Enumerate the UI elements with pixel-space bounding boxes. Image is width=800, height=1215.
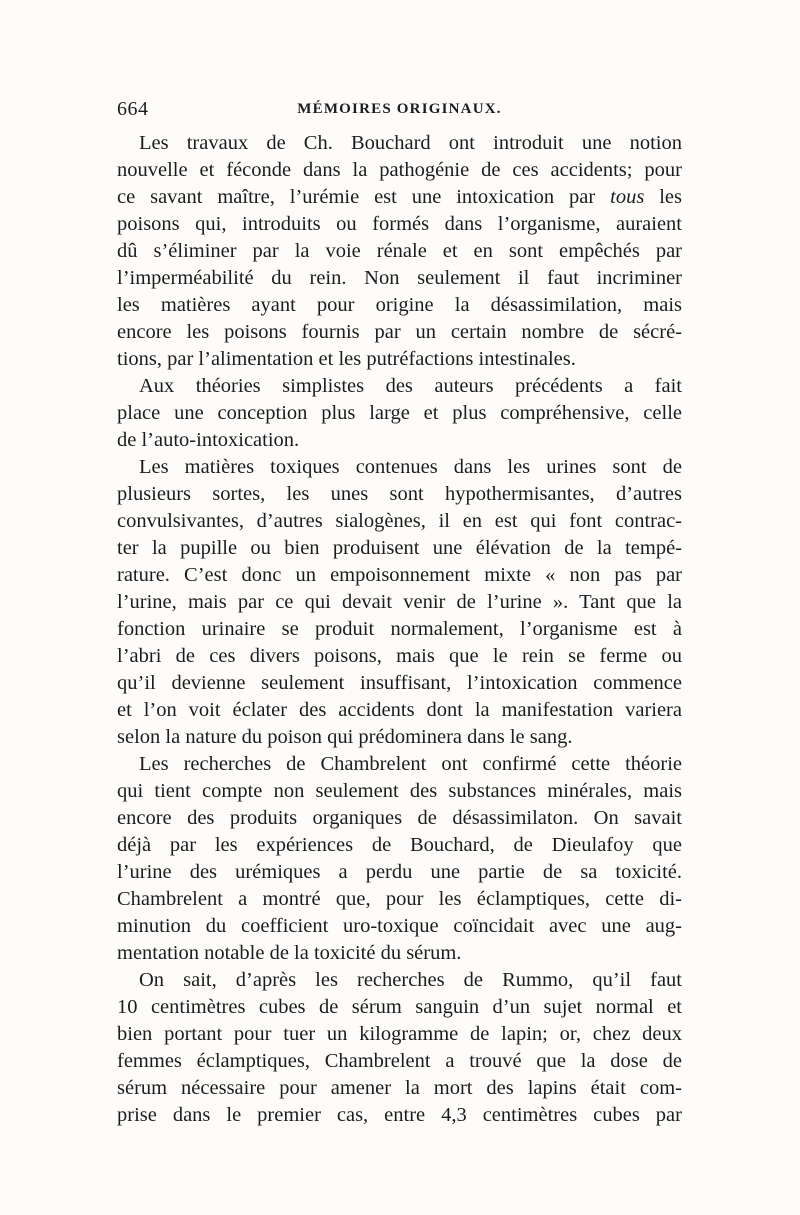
text-line: mentation notable de la toxicité du sérum. [117,942,462,964]
text-line: Aux théories simplistes des auteurs précédents a fait [139,375,682,397]
body-text [117,130,682,1129]
text-line: l’abri de ces divers poisons, mais que le rein se ferme ou [117,645,682,667]
text-line: place une conception plus large et plus compréhensive, celle [117,402,682,424]
text-line: Les travaux de Ch. Bouchard ont introduit une notion [139,132,682,154]
text-line: les matières ayant pour origine la désassimilation, mais [117,294,682,316]
text-line: convulsivantes, d’autres sialogènes, il en est qui font contrac- [117,510,682,532]
text-line: fonction urinaire se produit normalement, l’organisme est à [117,618,682,640]
text-line: encore les poisons fournis par un certain nombre de sécré- [117,321,682,343]
text-line: l’urine, mais par ce qui devait venir de l’urine ». Tant que la [117,591,682,613]
text-line: Les recherches de Chambrelent ont confirmé cette théorie [139,753,682,775]
text-line: encore des produits organiques de désassimilaton. On savait [117,807,682,829]
text-line: prise dans le premier cas, entre 4,3 centimètres cubes par [117,1104,682,1126]
text-line: ter la pupille ou bien produisent une élévation de la tempé- [117,537,682,559]
running-head [117,98,682,124]
text-line: 10 centimètres cubes de sérum sanguin d’un sujet normal et [117,996,682,1018]
text-line: tions, par l’alimentation et les putréfactions intestinales. [117,348,576,370]
paragraph-4 [117,751,682,967]
text-line: selon la nature du poison qui prédominera dans le sang. [117,726,573,748]
text-line: On sait, d’après les recherches de Rummo, qu’il faut [139,969,682,991]
header-title: MÉMOIRES ORIGINAUX. [297,101,502,117]
text-line: déjà par les expériences de Bouchard, de Dieulafoy que [117,834,682,856]
text-line: Les matières toxiques contenues dans les urines sont de [139,456,682,478]
paragraph-5 [117,967,682,1129]
text-line: qui tient compte non seulement des substances minérales, mais [117,780,682,802]
text-line: l’urine des urémiques a perdu une partie de sa toxicité. [117,861,682,883]
text-line: et l’on voit éclater des accidents dont la manifestation variera [117,699,682,721]
text-line: nouvelle et féconde dans la pathogénie de ces accidents; pour [117,159,682,181]
text-line: minution du coefficient uro-toxique coïncidait avec une aug- [117,915,682,937]
paragraph-1 [117,130,682,373]
text-line: dû s’éliminer par la voie rénale et en sont empêchés par [117,240,682,262]
text-line: bien portant pour tuer un kilogramme de lapin; or, chez deux [117,1023,682,1045]
text-line: poisons qui, introduits ou formés dans l’organisme, auraient [117,213,682,235]
text-line: Chambrelent a montré que, pour les éclamptiques, cette di- [117,888,682,910]
page-number: 664 [117,98,149,120]
emphasis: tous [610,186,645,208]
text-line: de l’auto-intoxication. [117,429,300,451]
paragraph-3 [117,454,682,751]
text-line: qu’il devienne seulement insuffisant, l’intoxication commence [117,672,682,694]
text-line: plusieurs sortes, les unes sont hypothermisantes, d’autres [117,483,682,505]
text-line: l’imperméabilité du rein. Non seulement il faut incriminer [117,267,682,289]
paragraph-2 [117,373,682,454]
text-line: ce savant maître, l’urémie est une intoxication par tous les [117,186,682,208]
text-line: sérum nécessaire pour amener la mort des lapins était com- [117,1077,682,1099]
text-line: rature. C’est donc un empoisonnement mixte « non pas par [117,564,682,586]
text-line: femmes éclamptiques, Chambrelent a trouvé que la dose de [117,1050,682,1072]
